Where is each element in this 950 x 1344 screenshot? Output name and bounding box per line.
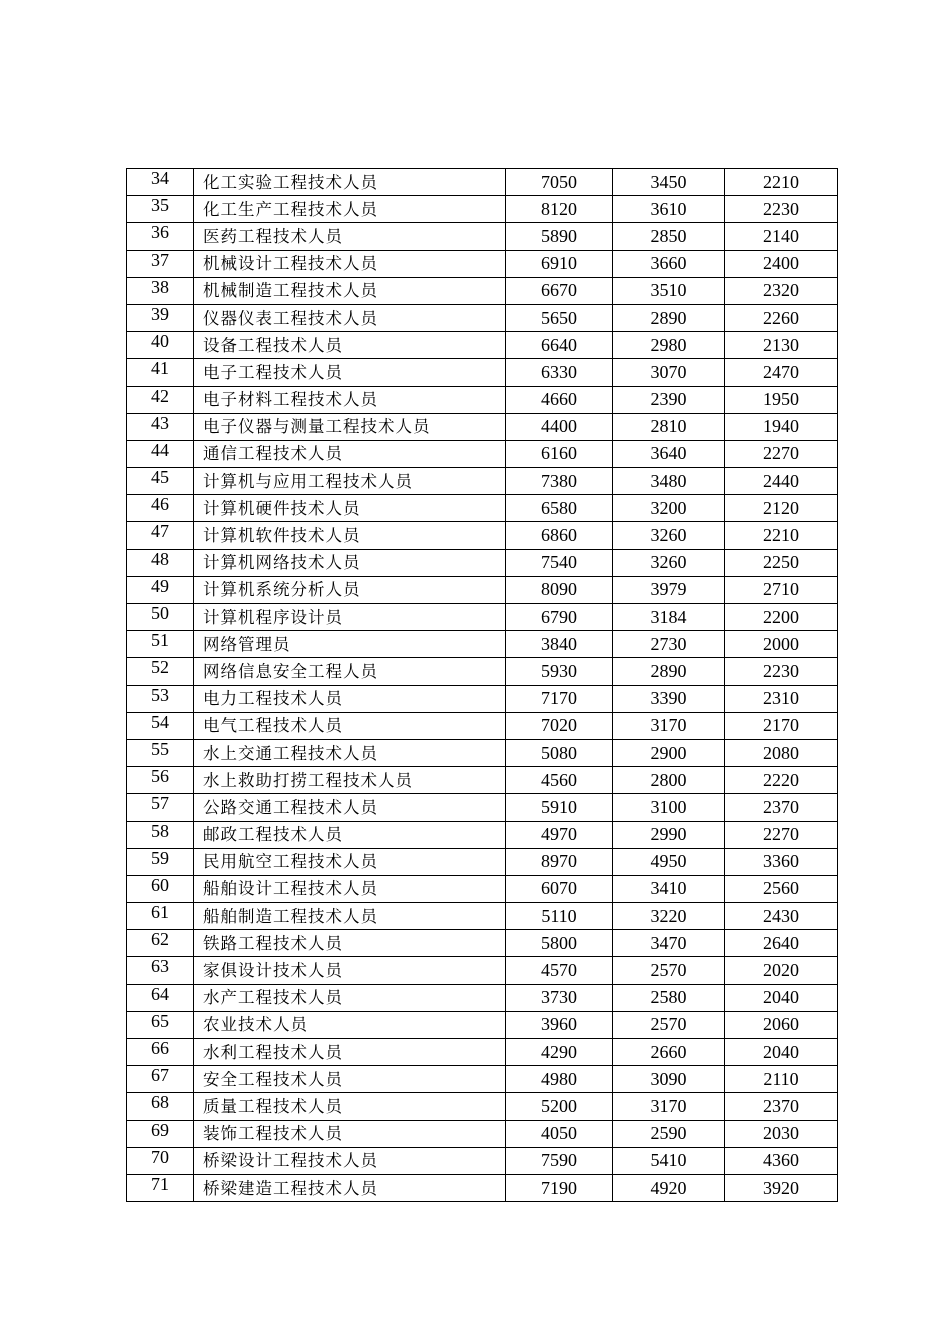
row-number: 50 [127, 604, 194, 631]
table-row [127, 1147, 838, 1174]
value-high: 4560 [506, 767, 613, 794]
occupation-name: 计算机程序设计员 [194, 604, 506, 631]
value-mid: 4950 [613, 848, 725, 875]
value-mid: 3070 [613, 359, 725, 386]
value-mid: 2570 [613, 957, 725, 984]
value-high: 7590 [506, 1147, 613, 1174]
value-high: 5930 [506, 658, 613, 685]
row-number: 36 [127, 223, 194, 250]
table-row [127, 576, 838, 603]
value-high: 4570 [506, 957, 613, 984]
value-high: 6580 [506, 495, 613, 522]
value-high: 4980 [506, 1066, 613, 1093]
row-number: 48 [127, 549, 194, 576]
occupation-name: 机械设计工程技术人员 [194, 250, 506, 277]
value-high: 6790 [506, 604, 613, 631]
occupation-name: 计算机硬件技术人员 [194, 495, 506, 522]
occupation-name: 公路交通工程技术人员 [194, 794, 506, 821]
table-row [127, 440, 838, 467]
row-number: 69 [127, 1120, 194, 1147]
row-number: 34 [127, 169, 194, 196]
row-number: 49 [127, 576, 194, 603]
row-number: 37 [127, 250, 194, 277]
value-high: 7170 [506, 685, 613, 712]
table-row [127, 549, 838, 576]
table-row [127, 685, 838, 712]
value-low: 2210 [725, 169, 838, 196]
occupation-name: 邮政工程技术人员 [194, 821, 506, 848]
row-number: 65 [127, 1011, 194, 1038]
value-low: 2310 [725, 685, 838, 712]
table-row [127, 848, 838, 875]
value-low: 1950 [725, 386, 838, 413]
row-number: 70 [127, 1147, 194, 1174]
value-high: 3730 [506, 984, 613, 1011]
occupation-name: 桥梁建造工程技术人员 [194, 1174, 506, 1201]
table-row [127, 250, 838, 277]
occupation-name: 装饰工程技术人员 [194, 1120, 506, 1147]
occupation-name: 化工生产工程技术人员 [194, 196, 506, 223]
row-number: 57 [127, 794, 194, 821]
table-row [127, 468, 838, 495]
value-low: 3920 [725, 1174, 838, 1201]
value-mid: 3450 [613, 169, 725, 196]
value-mid: 3979 [613, 576, 725, 603]
table-row [127, 1039, 838, 1066]
value-mid: 2800 [613, 767, 725, 794]
value-mid: 3480 [613, 468, 725, 495]
occupation-name: 机械制造工程技术人员 [194, 277, 506, 304]
occupation-name: 水产工程技术人员 [194, 984, 506, 1011]
value-low: 2030 [725, 1120, 838, 1147]
value-mid: 5410 [613, 1147, 725, 1174]
value-mid: 3660 [613, 250, 725, 277]
occupation-name: 农业技术人员 [194, 1011, 506, 1038]
value-mid: 3640 [613, 440, 725, 467]
value-mid: 2580 [613, 984, 725, 1011]
value-high: 6670 [506, 277, 613, 304]
value-mid: 2730 [613, 631, 725, 658]
table-row [127, 875, 838, 902]
row-number: 42 [127, 386, 194, 413]
value-mid: 2390 [613, 386, 725, 413]
value-low: 2560 [725, 875, 838, 902]
table-row [127, 277, 838, 304]
row-number: 40 [127, 332, 194, 359]
value-mid: 2660 [613, 1039, 725, 1066]
value-low: 2370 [725, 794, 838, 821]
value-low: 2430 [725, 903, 838, 930]
row-number: 58 [127, 821, 194, 848]
value-high: 4400 [506, 413, 613, 440]
value-mid: 2850 [613, 223, 725, 250]
value-low: 4360 [725, 1147, 838, 1174]
value-low: 2040 [725, 1039, 838, 1066]
value-low: 2060 [725, 1011, 838, 1038]
occupation-name: 化工实验工程技术人员 [194, 169, 506, 196]
value-mid: 3090 [613, 1066, 725, 1093]
occupation-name: 网络信息安全工程人员 [194, 658, 506, 685]
row-number: 67 [127, 1066, 194, 1093]
row-number: 54 [127, 712, 194, 739]
table-row [127, 1174, 838, 1201]
value-low: 2080 [725, 739, 838, 766]
value-high: 5800 [506, 930, 613, 957]
table-row [127, 1066, 838, 1093]
table-row [127, 304, 838, 331]
salary-table [126, 168, 838, 1202]
occupation-name: 电气工程技术人员 [194, 712, 506, 739]
occupation-name: 计算机系统分析人员 [194, 576, 506, 603]
row-number: 55 [127, 739, 194, 766]
table-row [127, 739, 838, 766]
occupation-name: 电子仪器与测量工程技术人员 [194, 413, 506, 440]
value-high: 7020 [506, 712, 613, 739]
value-high: 6330 [506, 359, 613, 386]
value-high: 3960 [506, 1011, 613, 1038]
value-low: 1940 [725, 413, 838, 440]
value-mid: 3184 [613, 604, 725, 631]
value-low: 2130 [725, 332, 838, 359]
row-number: 52 [127, 658, 194, 685]
occupation-name: 电力工程技术人员 [194, 685, 506, 712]
value-high: 8090 [506, 576, 613, 603]
table-row [127, 903, 838, 930]
row-number: 59 [127, 848, 194, 875]
value-low: 2140 [725, 223, 838, 250]
row-number: 45 [127, 468, 194, 495]
row-number: 44 [127, 440, 194, 467]
value-high: 6860 [506, 522, 613, 549]
table-row [127, 332, 838, 359]
table-row [127, 821, 838, 848]
value-high: 3840 [506, 631, 613, 658]
table-row [127, 604, 838, 631]
value-low: 2000 [725, 631, 838, 658]
value-high: 8120 [506, 196, 613, 223]
value-high: 5910 [506, 794, 613, 821]
row-number: 63 [127, 957, 194, 984]
occupation-name: 船舶制造工程技术人员 [194, 903, 506, 930]
occupation-name: 家俱设计技术人员 [194, 957, 506, 984]
occupation-name: 水利工程技术人员 [194, 1039, 506, 1066]
row-number: 60 [127, 875, 194, 902]
value-high: 5080 [506, 739, 613, 766]
occupation-name: 电子工程技术人员 [194, 359, 506, 386]
value-low: 2260 [725, 304, 838, 331]
occupation-name: 仪器仪表工程技术人员 [194, 304, 506, 331]
occupation-name: 医药工程技术人员 [194, 223, 506, 250]
value-low: 3360 [725, 848, 838, 875]
value-high: 4660 [506, 386, 613, 413]
value-low: 2020 [725, 957, 838, 984]
value-high: 5200 [506, 1093, 613, 1120]
value-low: 2470 [725, 359, 838, 386]
row-number: 39 [127, 304, 194, 331]
value-high: 7380 [506, 468, 613, 495]
row-number: 53 [127, 685, 194, 712]
row-number: 51 [127, 631, 194, 658]
table-row [127, 359, 838, 386]
table-body [127, 169, 838, 1202]
value-mid: 3470 [613, 930, 725, 957]
row-number: 68 [127, 1093, 194, 1120]
value-mid: 2810 [613, 413, 725, 440]
value-high: 6070 [506, 875, 613, 902]
table-row [127, 169, 838, 196]
row-number: 46 [127, 495, 194, 522]
value-low: 2110 [725, 1066, 838, 1093]
table-row [127, 767, 838, 794]
row-number: 43 [127, 413, 194, 440]
value-low: 2400 [725, 250, 838, 277]
value-high: 7540 [506, 549, 613, 576]
occupation-name: 水上交通工程技术人员 [194, 739, 506, 766]
value-high: 7050 [506, 169, 613, 196]
table-row [127, 930, 838, 957]
value-mid: 3100 [613, 794, 725, 821]
value-mid: 3170 [613, 712, 725, 739]
occupation-name: 电子材料工程技术人员 [194, 386, 506, 413]
value-mid: 3200 [613, 495, 725, 522]
row-number: 56 [127, 767, 194, 794]
value-low: 2120 [725, 495, 838, 522]
value-low: 2230 [725, 196, 838, 223]
table-row [127, 631, 838, 658]
row-number: 71 [127, 1174, 194, 1201]
value-mid: 4920 [613, 1174, 725, 1201]
row-number: 64 [127, 984, 194, 1011]
value-low: 2710 [725, 576, 838, 603]
occupation-name: 通信工程技术人员 [194, 440, 506, 467]
value-high: 6160 [506, 440, 613, 467]
table-row [127, 712, 838, 739]
value-mid: 3260 [613, 549, 725, 576]
value-low: 2250 [725, 549, 838, 576]
table-row [127, 413, 838, 440]
value-low: 2270 [725, 440, 838, 467]
row-number: 66 [127, 1039, 194, 1066]
occupation-name: 计算机与应用工程技术人员 [194, 468, 506, 495]
value-mid: 3610 [613, 196, 725, 223]
occupation-name: 铁路工程技术人员 [194, 930, 506, 957]
table-row [127, 794, 838, 821]
table-row [127, 1011, 838, 1038]
value-high: 5890 [506, 223, 613, 250]
value-mid: 3390 [613, 685, 725, 712]
value-mid: 2890 [613, 658, 725, 685]
value-low: 2230 [725, 658, 838, 685]
value-low: 2370 [725, 1093, 838, 1120]
value-low: 2320 [725, 277, 838, 304]
value-high: 4970 [506, 821, 613, 848]
value-low: 2170 [725, 712, 838, 739]
row-number: 62 [127, 930, 194, 957]
value-low: 2220 [725, 767, 838, 794]
value-mid: 3510 [613, 277, 725, 304]
row-number: 41 [127, 359, 194, 386]
occupation-name: 水上救助打捞工程技术人员 [194, 767, 506, 794]
occupation-name: 安全工程技术人员 [194, 1066, 506, 1093]
occupation-name: 计算机网络技术人员 [194, 549, 506, 576]
occupation-name: 网络管理员 [194, 631, 506, 658]
table-row [127, 522, 838, 549]
occupation-name: 设备工程技术人员 [194, 332, 506, 359]
value-mid: 3170 [613, 1093, 725, 1120]
value-high: 8970 [506, 848, 613, 875]
value-low: 2210 [725, 522, 838, 549]
table-row [127, 984, 838, 1011]
value-low: 2040 [725, 984, 838, 1011]
value-low: 2200 [725, 604, 838, 631]
table-row [127, 957, 838, 984]
occupation-name: 计算机软件技术人员 [194, 522, 506, 549]
value-high: 4050 [506, 1120, 613, 1147]
value-mid: 2900 [613, 739, 725, 766]
occupation-name: 桥梁设计工程技术人员 [194, 1147, 506, 1174]
value-high: 7190 [506, 1174, 613, 1201]
value-high: 5650 [506, 304, 613, 331]
row-number: 61 [127, 903, 194, 930]
occupation-name: 质量工程技术人员 [194, 1093, 506, 1120]
value-mid: 2590 [613, 1120, 725, 1147]
table-row [127, 1093, 838, 1120]
row-number: 38 [127, 277, 194, 304]
value-mid: 2890 [613, 304, 725, 331]
occupation-name: 船舶设计工程技术人员 [194, 875, 506, 902]
value-mid: 2990 [613, 821, 725, 848]
value-mid: 2980 [613, 332, 725, 359]
table-row [127, 658, 838, 685]
value-mid: 2570 [613, 1011, 725, 1038]
value-mid: 3410 [613, 875, 725, 902]
value-low: 2440 [725, 468, 838, 495]
table-row [127, 386, 838, 413]
value-high: 4290 [506, 1039, 613, 1066]
table-row [127, 196, 838, 223]
row-number: 47 [127, 522, 194, 549]
table-row [127, 495, 838, 522]
value-mid: 3220 [613, 903, 725, 930]
value-high: 5110 [506, 903, 613, 930]
table-row [127, 223, 838, 250]
value-low: 2270 [725, 821, 838, 848]
value-mid: 3260 [613, 522, 725, 549]
row-number: 35 [127, 196, 194, 223]
value-high: 6640 [506, 332, 613, 359]
value-low: 2640 [725, 930, 838, 957]
occupation-name: 民用航空工程技术人员 [194, 848, 506, 875]
value-high: 6910 [506, 250, 613, 277]
table-row [127, 1120, 838, 1147]
